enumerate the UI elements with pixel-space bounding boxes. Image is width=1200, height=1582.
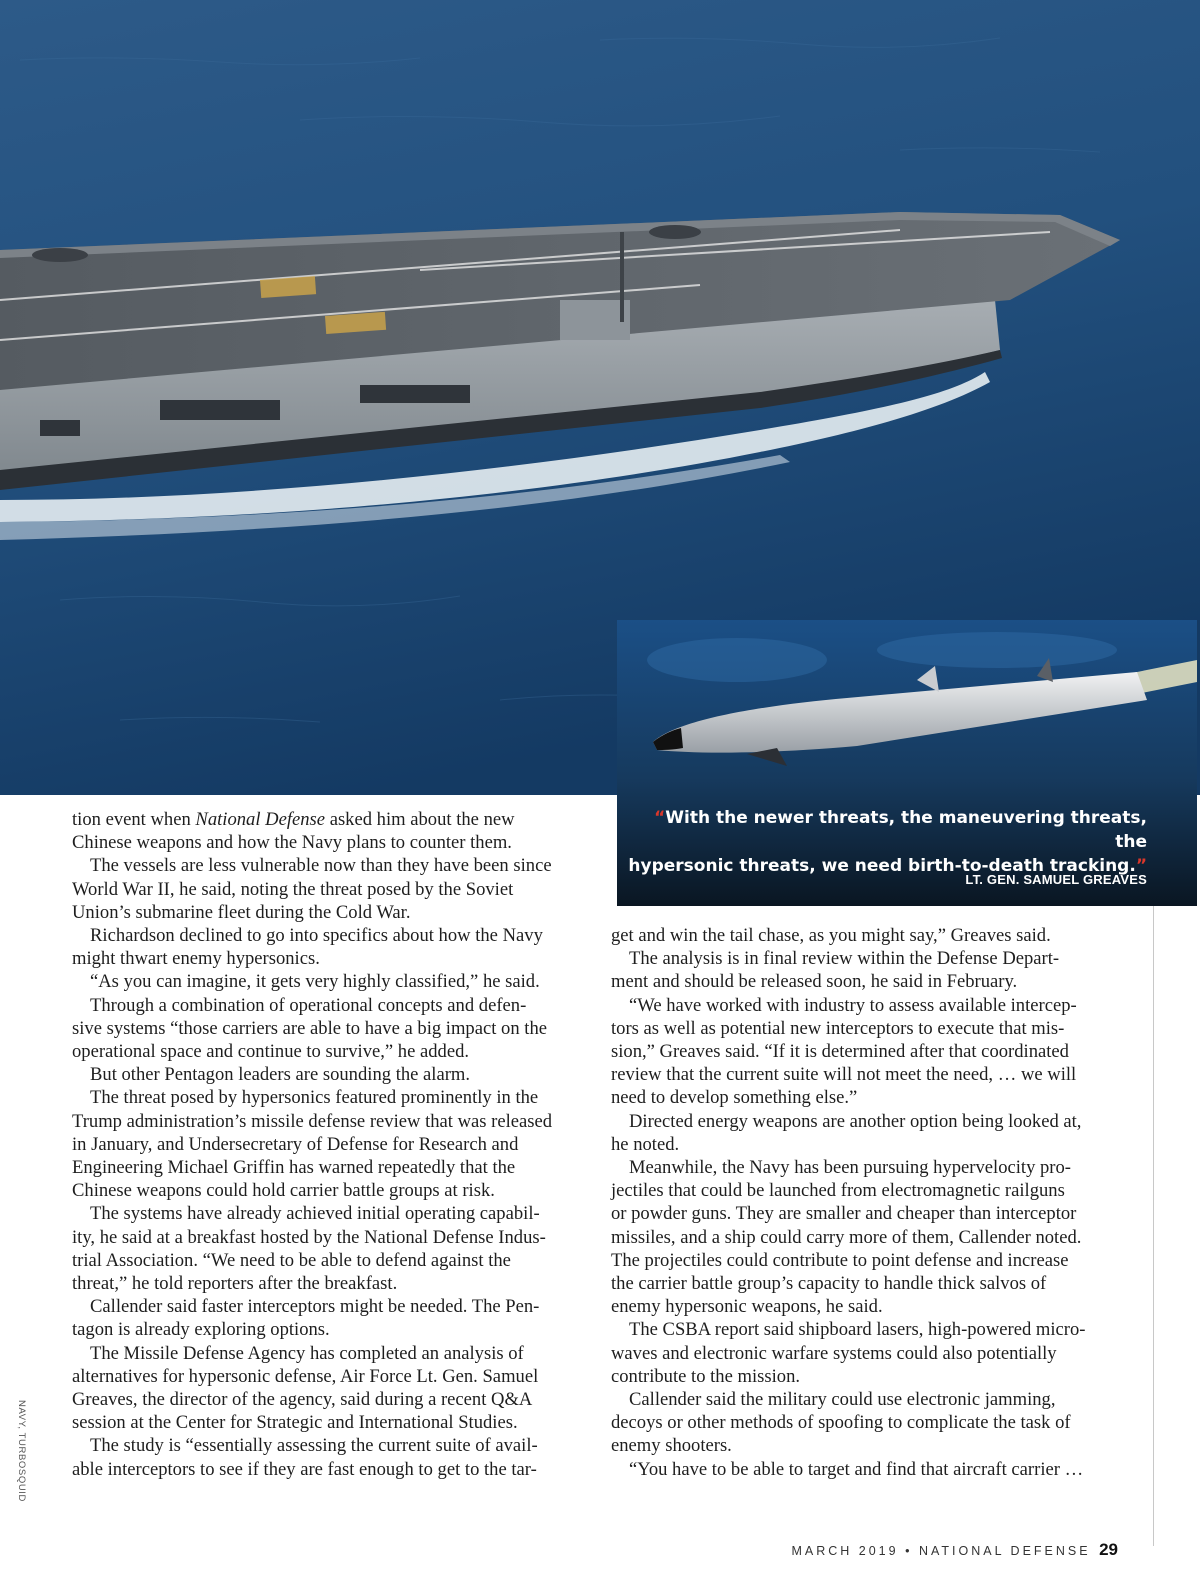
body-text-line: contribute to the mission. [611, 1365, 801, 1387]
body-text-line: But other Pentagon leaders are sounding the alarm. [90, 1064, 471, 1086]
body-text-line: The vessels are less vulnerable now than they have been since [90, 855, 552, 877]
footer-issue-date: MARCH 2019 [791, 1544, 899, 1558]
body-text-line: alternatives for hypersonic defense, Air Force Lt. Gen. Samuel [72, 1365, 539, 1387]
article-column-left [72, 808, 587, 1481]
body-text-line: Union’s submarine fleet during the Cold War. [72, 901, 411, 923]
body-text-line: ity, he said at a breakfast hosted by the National Defense Indus- [72, 1226, 546, 1248]
body-text-line: decoys or other methods of spoofing to complicate the task of [611, 1412, 1071, 1434]
body-text-line: review that the current suite will not meet the need, … we will [611, 1064, 1077, 1086]
body-text-line: missiles, and a ship could carry more of them, Callender noted. [611, 1226, 1082, 1248]
body-text-line: need to develop something else.” [611, 1087, 858, 1109]
column-divider [1153, 906, 1154, 1546]
body-text-line: Chinese weapons could hold carrier battle groups at risk. [72, 1180, 495, 1202]
page-number: 29 [1099, 1540, 1118, 1559]
body-text-line: The analysis is in final review within the Defense Depart- [629, 948, 1060, 970]
body-text-line: Chinese weapons and how the Navy plans to counter them. [72, 832, 512, 854]
body-text-line: Directed energy weapons are another option being looked at, [629, 1110, 1082, 1132]
body-text-line: Greaves, the director of the agency, said during a recent Q&A [72, 1389, 533, 1411]
body-text-line: enemy hypersonic weapons, he said. [611, 1296, 883, 1318]
pull-quote-line-1 [617, 806, 1147, 854]
body-text-line: trial Association. “We need to be able to defend against the [72, 1249, 511, 1271]
body-text-line: The systems have already achieved initial operating capabil- [90, 1203, 540, 1225]
body-text-line: World War II, he said, noting the threat posed by the Soviet [72, 878, 514, 900]
body-text-line: Callender said the military could use electronic jamming, [629, 1389, 1056, 1411]
body-text-line: operational space and continue to survive,” he added. [72, 1041, 470, 1063]
body-text-line: tagon is already exploring options. [72, 1319, 330, 1341]
body-text-line: jectiles that could be launched from electromagnetic railguns [611, 1180, 1065, 1202]
body-text-line: Engineering Michael Griffin has warned repeatedly that the [72, 1157, 516, 1179]
close-quote-mark: ” [1135, 856, 1147, 876]
body-text-line: The Missile Defense Agency has completed an analysis of [90, 1342, 524, 1364]
body-text-line: might thwart enemy hypersonics. [72, 948, 320, 970]
body-text-line: tors as well as potential new interceptors to execute that mis- [611, 1017, 1065, 1039]
body-text-line: “You have to be able to target and find that aircraft carrier … [629, 1458, 1084, 1480]
pull-quote-text-2: hypersonic threats, we need birth-to-death tracking. [628, 856, 1136, 876]
body-text-line: The CSBA report said shipboard lasers, high-powered micro- [629, 1319, 1086, 1341]
body-text-line: Richardson declined to go into specifics about how the Navy [90, 925, 543, 947]
body-text-line: The study is “essentially assessing the current suite of avail- [90, 1435, 538, 1457]
body-text-segment: tion event when [72, 809, 196, 830]
body-text-line: get and win the tail chase, as you might say,” Greaves said. [611, 925, 1051, 946]
body-text-line: Trump administration’s missile defense review that was released [72, 1110, 553, 1132]
body-text-line: or powder guns. They are smaller and cheaper than interceptor [611, 1203, 1077, 1225]
publication-name-italic: National Defense [195, 809, 326, 830]
body-text-line: threat,” he told reporters after the breakfast. [72, 1273, 398, 1295]
body-text-line: he noted. [611, 1133, 680, 1155]
photo-credit: NAVY, TURBOSQUID [16, 1400, 27, 1502]
pull-quote-text-1: With the newer threats, the maneuvering threats, the [665, 808, 1147, 852]
body-text-line: able interceptors to see if they are fast enough to get to the tar- [72, 1458, 537, 1480]
body-text-line: enemy shooters. [611, 1435, 732, 1457]
body-text-line: sive systems “those carriers are able to have a big impact on the [72, 1017, 548, 1039]
open-quote-mark: “ [654, 808, 666, 828]
article-column-right [611, 924, 1126, 1481]
body-text-line: Meanwhile, the Navy has been pursuing hypervelocity pro- [629, 1157, 1071, 1179]
body-text-line: session at the Center for Strategic and International Studies. [72, 1412, 518, 1434]
pull-quote-attribution: LT. GEN. SAMUEL GREAVES [965, 872, 1147, 887]
body-text-line: waves and electronic warfare systems could also potentially [611, 1342, 1057, 1364]
body-text-line: ment and should be released soon, he said in February. [611, 971, 1018, 993]
page-footer [791, 1540, 1118, 1560]
body-text-line: “We have worked with industry to assess available intercep- [629, 994, 1077, 1016]
body-text-segment: asked him about the new [325, 809, 515, 830]
body-text-line: The projectiles could contribute to point defense and increase [611, 1249, 1069, 1271]
body-text-line: “As you can imagine, it gets very highly classified,” he said. [90, 971, 540, 993]
body-text-line: in January, and Undersecretary of Defense for Research and [72, 1133, 519, 1155]
footer-publication: NATIONAL DEFENSE [918, 1544, 1091, 1558]
body-text-line: the carrier battle group’s capacity to handle thick salvos of [611, 1273, 1047, 1295]
body-text-line [72, 808, 587, 831]
body-text-line: sion,” Greaves said. “If it is determined after that coordinated [611, 1041, 1069, 1063]
pull-quote [617, 806, 1147, 878]
body-text-line: Callender said faster interceptors might be needed. The Pen- [90, 1296, 540, 1318]
footer-separator: • [905, 1544, 913, 1558]
body-text-line: Through a combination of operational concepts and defen- [90, 994, 527, 1016]
body-text-line: The threat posed by hypersonics featured prominently in the [90, 1087, 539, 1109]
inset-photo-hypersonic-missile [617, 620, 1197, 906]
